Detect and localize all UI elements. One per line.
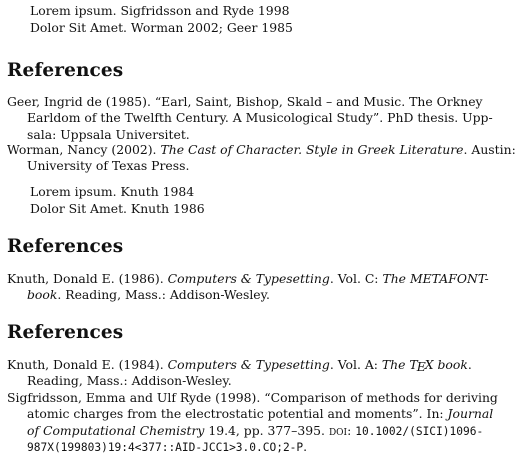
doi-text-cont: 987X(199803)19:4<377::AID-JCC1>3.0.CO;2-P	[27, 441, 304, 455]
bib-end: .	[467, 357, 472, 372]
citation-line-3: Lorem ipsum. Knuth 1984	[30, 184, 195, 199]
bib-title: Computers & Typesetting	[167, 271, 330, 286]
references-heading-2: References	[7, 236, 124, 257]
bib-subtitle-part: X book	[424, 357, 468, 372]
bib-subtitle-cont: book	[27, 287, 58, 303]
bib-entry-sigfridsson	[7, 390, 498, 456]
references-heading-3: References	[7, 322, 124, 343]
bib-entry-line	[7, 287, 467, 303]
bib-journal-cont: of Computational Chemistry	[27, 422, 205, 438]
bib-journal: Journal	[447, 406, 494, 422]
bib-entry-line: Reading, Mass.: Addison-Wesley.	[27, 373, 232, 389]
citation-line-4: Dolor Sit Amet. Knuth 1986	[30, 201, 205, 216]
bib-entry-line	[7, 439, 467, 455]
citation-line-2: Dolor Sit Amet. Worman 2002; Geer 1985	[30, 20, 293, 35]
bib-author: Knuth, Donald E. (1986).	[7, 271, 164, 286]
bib-entry-line	[7, 406, 494, 422]
bib-title: Computers & Typesetting	[167, 357, 330, 372]
bib-entry-line	[7, 271, 489, 287]
doi-text: 10.1002/(SICI)1096-	[355, 424, 484, 438]
bib-entry-knuth-1986	[7, 271, 489, 304]
bib-final: .	[303, 439, 308, 455]
bib-entry-line: sala: Uppsala Universitet.	[27, 126, 190, 142]
bib-entry-geer	[7, 94, 493, 143]
bib-mid: . Vol. C:	[329, 271, 379, 286]
bib-author: Knuth, Donald E. (1984).	[7, 357, 164, 372]
bib-entry-knuth-1984	[7, 357, 472, 390]
bib-text: atomic charges from the electrostatic potential and moments”. In:	[27, 406, 444, 422]
bib-subtitle-part: E	[416, 359, 426, 374]
doi-label: doi	[328, 422, 348, 438]
bib-entry-line: University of Texas Press.	[27, 158, 190, 174]
bib-tail: . Reading, Mass.: Addison-Wesley.	[57, 287, 270, 303]
bib-tail: . Austin:	[463, 142, 516, 157]
bib-entry-worman	[7, 142, 516, 175]
bib-entry-line: Earldom of the Twelfth Century. A Musicological Study”. PhD thesis. Upp-	[27, 110, 493, 126]
bib-mid: . Vol. A:	[329, 357, 378, 372]
bib-subtitle-part: The T	[381, 357, 418, 372]
bib-entry-line: Sigfridsson, Emma and Ulf Ryde (1998). “Comparison of methods for deriving	[7, 390, 498, 405]
bib-author: Worman, Nancy (2002).	[7, 142, 157, 157]
citation-line-1: Lorem ipsum. Sigfridsson and Ryde 1998	[30, 3, 290, 18]
bib-entry-line: of Computational Chemistry 19.4, pp. 377–395. doi: 10.1002/(SICI)1096-	[27, 422, 484, 438]
bib-subtitle: The METAFONT-	[382, 271, 489, 286]
bib-title: The Cast of Character. Style in Greek Literature	[160, 142, 464, 157]
references-heading-1: References	[7, 60, 124, 81]
bib-subtitle	[382, 357, 468, 372]
bib-entry-line	[7, 357, 472, 374]
bib-entry-line: Geer, Ingrid de (1985). “Earl, Saint, Bishop, Skald – and Music. The Orkney	[7, 94, 483, 109]
bib-details: 19.4, pp. 377–395.	[204, 422, 325, 438]
bib-entry-line	[7, 142, 516, 158]
